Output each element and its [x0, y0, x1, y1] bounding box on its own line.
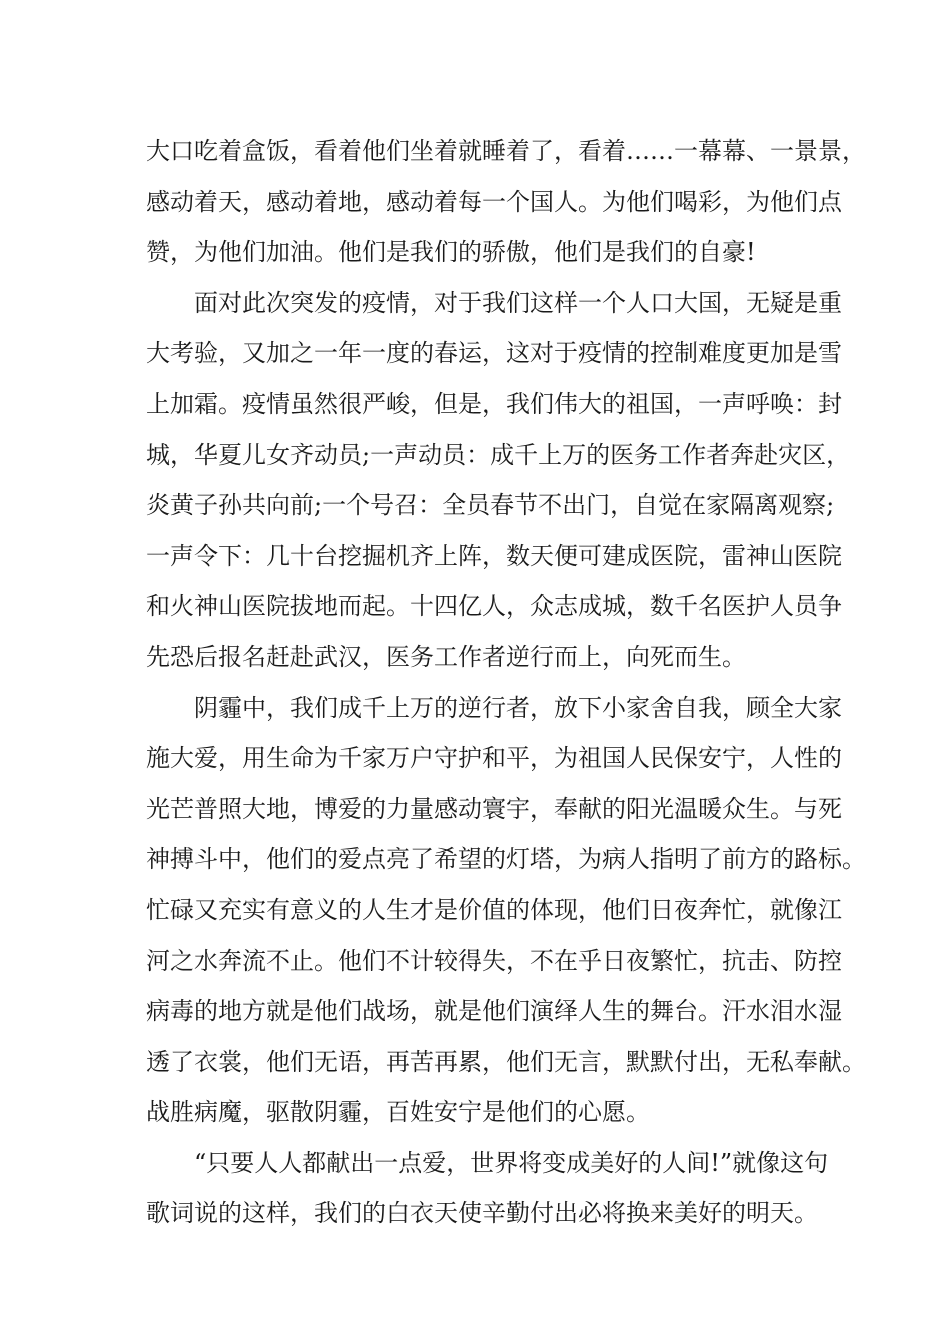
text-line: 炎黄子孙共向前;一个号召：全员春节不出门，自觉在家隔离观察;	[146, 491, 835, 520]
text-line: 河之水奔流不止。他们不计较得失，不在乎日夜繁忙，抗击、防控	[146, 946, 842, 975]
text-line: 忙碌又充实有意义的人生才是价值的体现，他们日夜奔忙，就像江	[146, 895, 842, 924]
text-line: 上加霜。疫情虽然很严峻，但是，我们伟大的祖国，一声呼唤：封	[146, 389, 842, 418]
text-line: 和火神山医院拔地而起。十四亿人，众志成城，数千名医护人员争	[146, 592, 842, 621]
text-line: 施大爱，用生命为千家万户守护和平，为祖国人民保安宁，人性的	[146, 744, 842, 773]
paragraph-first-line: 面对此次突发的疫情，对于我们这样一个人口大国，无疑是重	[194, 288, 842, 317]
text-line: 先恐后报名赶赴武汉，医务工作者逆行而上，向死而生。	[146, 642, 746, 671]
text-line: 大考验，又加之一年一度的春运，这对于疫情的控制难度更加是雪	[146, 339, 842, 368]
text-line: 赞，为他们加油。他们是我们的骄傲，他们是我们的自豪!	[146, 238, 756, 267]
body-text	[146, 126, 866, 1239]
text-line: 一声令下：几十台挖掘机齐上阵，数天便可建成医院，雷神山医院	[146, 541, 842, 570]
text-line: 大口吃着盒饭，看着他们坐着就睡着了，看着……一幕幕、一景景，	[146, 137, 866, 165]
text-line: 光芒普照大地，博爱的力量感动寰宇，奉献的阳光温暖众生。与死	[146, 794, 842, 823]
text-line: 城，华夏儿女齐动员;一声动员：成千上万的医务工作者奔赴灾区，	[146, 440, 851, 469]
text-line: 歌词说的这样，我们的白衣天使辛勤付出必将换来美好的明天。	[146, 1199, 818, 1228]
text-line: 战胜病魔，驱散阴霾，百姓安宁是他们的心愿。	[146, 1098, 650, 1127]
text-line: 神搏斗中，他们的爱点亮了希望的灯塔，为病人指明了前方的路标。	[146, 845, 866, 874]
text-line: 病毒的地方就是他们战场，就是他们演绎人生的舞台。汗水泪水湿	[146, 997, 842, 1026]
paragraph-first-line: 阴霾中，我们成千上万的逆行者，放下小家舍自我，顾全大家	[194, 693, 842, 722]
text-line: 透了衣裳，他们无语，再苦再累，他们无言，默默付出，无私奉献。	[146, 1047, 866, 1076]
paragraph-first-line: “只要人人都献出一点爱，世界将变成美好的人间!”就像这句	[194, 1148, 829, 1177]
text-line: 感动着天，感动着地，感动着每一个国人。为他们喝彩，为他们点	[146, 187, 842, 216]
